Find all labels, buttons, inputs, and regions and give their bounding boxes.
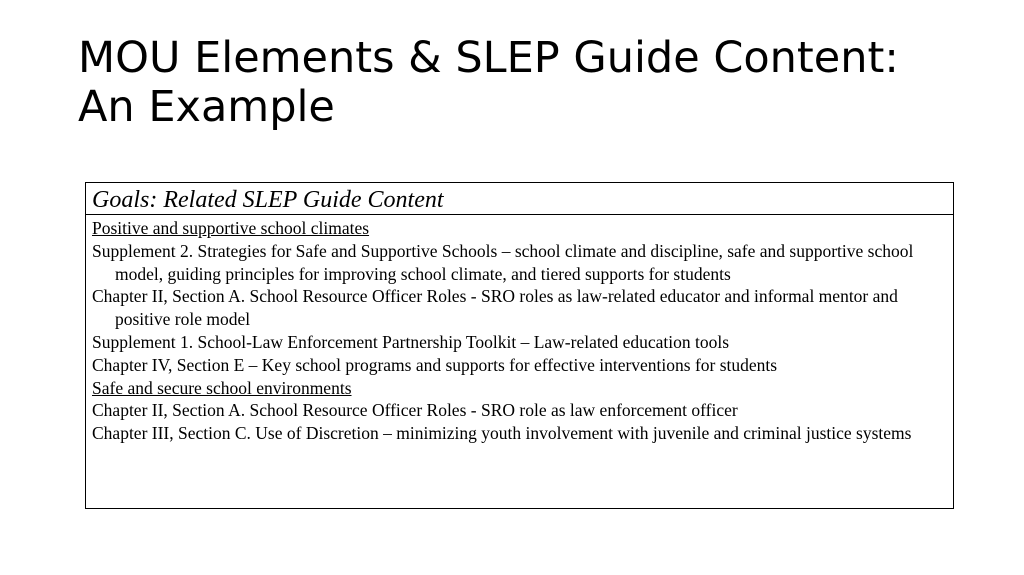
table-body bbox=[86, 215, 953, 445]
entry-chapter-2-section-a-officer: Chapter II, Section A. School Resource Officer Roles - SRO role as law enforcement officer bbox=[92, 400, 738, 421]
section-heading-climate: Positive and supportive school climates bbox=[92, 218, 370, 238]
table-header: Goals: Related SLEP Guide Content bbox=[86, 183, 953, 215]
entry-chapter-3-section-c: Chapter III, Section C. Use of Discretion – minimizing youth involvement with juvenile and criminal justice systems bbox=[92, 423, 912, 444]
entry-chapter-4-section-e: Chapter IV, Section E – Key school programs and supports for effective interventions for students bbox=[92, 354, 778, 375]
slide-title bbox=[78, 34, 978, 132]
entry-chapter-2-section-a-mentor: Chapter II, Section A. School Resource Officer Roles - SRO roles as law-related educator and informal mentor and positive role model bbox=[92, 286, 898, 330]
slide-title-line-1: MOU Elements & SLEP Guide Content: bbox=[78, 33, 899, 83]
entry-supplement-1: Supplement 1. School-Law Enforcement Partnership Toolkit – Law-related education tools bbox=[92, 331, 730, 352]
slide-title-line-2: An Example bbox=[78, 82, 335, 132]
goals-content-table bbox=[85, 182, 954, 509]
entry-supplement-2: Supplement 2. Strategies for Safe and Supportive Schools – school climate and discipline, safe and supportive school model, guiding principles for improving school climate, and tiered supports for students bbox=[92, 240, 914, 284]
section-heading-safety: Safe and secure school environments bbox=[92, 377, 352, 398]
